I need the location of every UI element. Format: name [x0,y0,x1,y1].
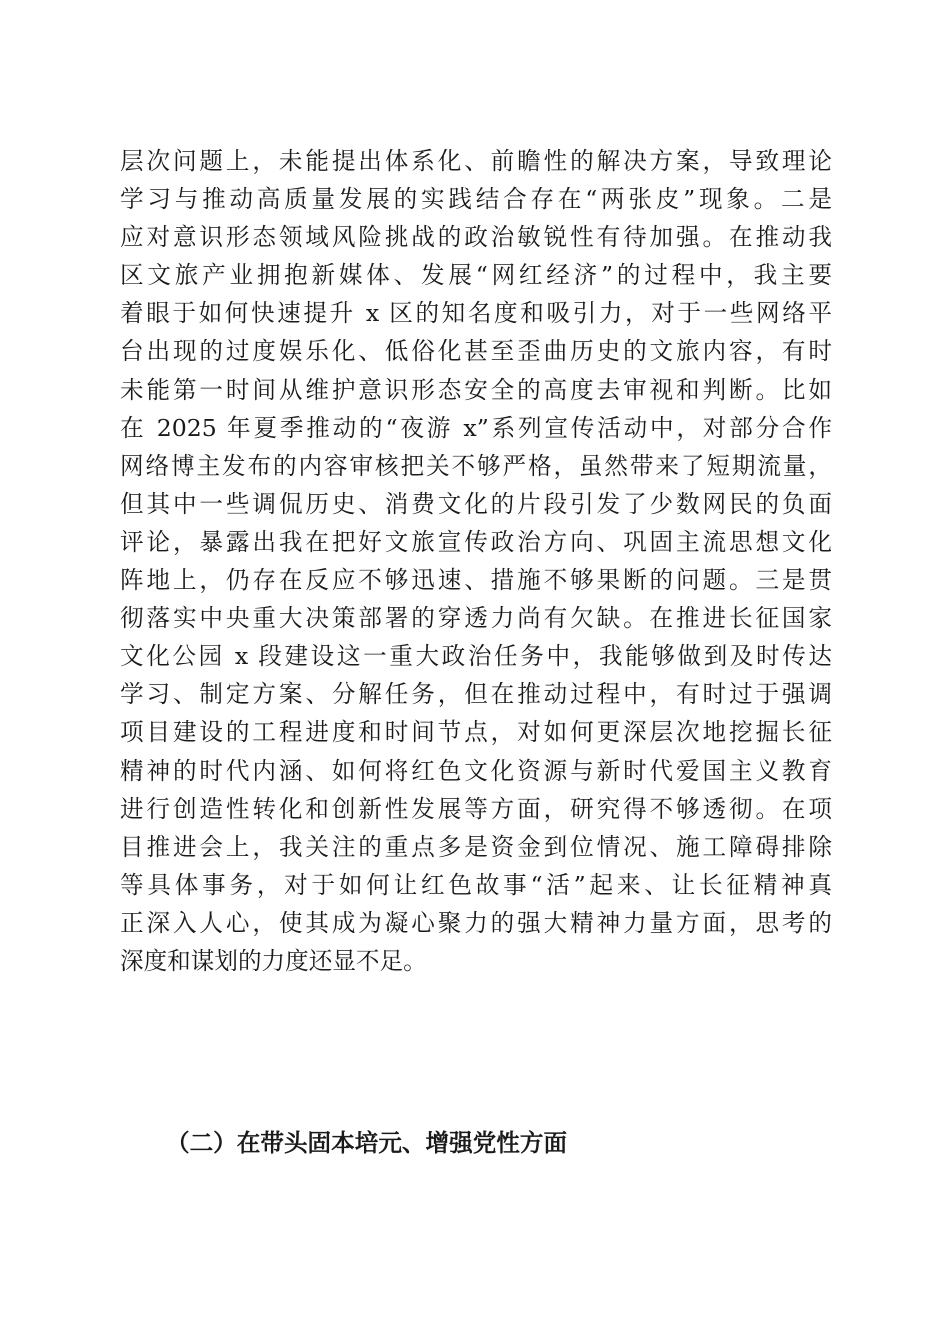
paragraph-line: 但其中一些调侃历史、消费文化的片段引发了少数网民的负面 [120,489,832,518]
paragraph-line: 项目建设的工程进度和时间节点，对如何更深层次地挖掘长征 [120,718,832,747]
paragraph-line: 着眼于如何快速提升 x 区的知名度和吸引力，对于一些网络平 [120,299,832,328]
paragraph-line: 彻落实中央重大决策部署的穿透力尚有欠缺。在推进长征国家 [120,604,832,633]
paragraph-line: 进行创造性转化和创新性发展等方面，研究得不够透彻。在项 [120,794,832,823]
paragraph-line: 目推进会上，我关注的重点多是资金到位情况、施工障碍排除 [120,832,832,861]
paragraph-line: 未能第一时间从维护意识形态安全的高度去审视和判断。比如 [120,375,832,404]
paragraph-line: 等具体事务，对于如何让红色故事“活”起来、让长征精神真 [120,870,832,899]
paragraph-line: 评论，暴露出我在把好文旅宣传政治方向、巩固主流思想文化 [120,527,832,556]
paragraph-line: 学习与推动高质量发展的实践结合存在“两张皮”现象。二是 [120,185,832,214]
paragraph-line: 阵地上，仍存在反应不够迅速、措施不够果断的问题。三是贯 [120,566,832,595]
paragraph-line: 在 2025 年夏季推动的“夜游 x”系列宣传活动中，对部分合作 [120,413,832,442]
paragraph-line: 精神的时代内涵、如何将红色文化资源与新时代爱国主义教育 [120,756,832,785]
paragraph-line: 文化公园 x 段建设这一重大政治任务中，我能够做到及时传达 [120,642,832,671]
paragraph-line: 台出现的过度娱乐化、低俗化甚至歪曲历史的文旅内容，有时 [120,337,832,366]
paragraph-line: 网络博主发布的内容审核把关不够严格，虽然带来了短期流量， [120,451,832,480]
paragraph-line: 应对意识形态领域风险挑战的政治敏锐性有待加强。在推动我 [120,223,832,252]
paragraph-line: 学习、制定方案、分解任务，但在推动过程中，有时过于强调 [120,680,832,709]
body-paragraph [120,142,832,980]
paragraph-line: 层次问题上，未能提出体系化、前瞻性的解决方案，导致理论 [120,147,832,175]
section-heading: （二）在带头固本培元、增强党性方面 [166,1129,568,1157]
paragraph-line: 正深入人心，使其成为凝心聚力的强大精神力量方面，思考的 [120,908,832,937]
paragraph-line: 深度和谋划的力度还显不足。 [120,946,427,975]
paragraph-line: 区文旅产业拥抱新媒体、发展“网红经济”的过程中，我主要 [120,261,832,290]
